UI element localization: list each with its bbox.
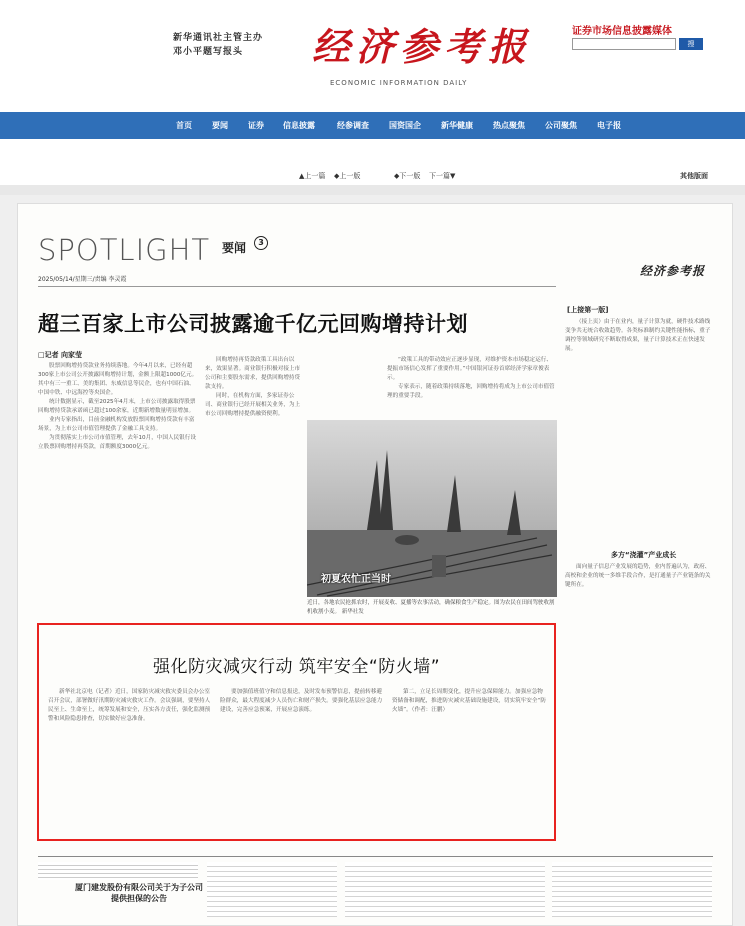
nav-item-health[interactable]: 新华健康 — [441, 121, 473, 130]
site-logo[interactable]: 经济参考报 — [312, 24, 533, 69]
box-paragraph: 要加强值班值守和信息报送，及时发布预警信息，提前转移避险群众，最大程度减少人员伤亡和财产损失。要强化基层应急能力建设，完善应急预案，开展应急演练。 — [220, 689, 383, 713]
bottom-rule — [38, 856, 713, 857]
nav-item-soe[interactable]: 国资国企 — [389, 121, 421, 130]
box-headline[interactable]: 强化防灾减灾行动 筑牢安全“防火墙” — [152, 657, 441, 677]
byline: □记者 向家莹 — [38, 351, 83, 359]
prev-page-link[interactable] — [334, 171, 360, 181]
site-header — [0, 0, 745, 112]
article-paragraph: 同时，在机构方面，多家证券公司、商业银行已经开展相关业务，为上市公司回购增持提供融资便利。 — [205, 393, 301, 417]
page-number: 3 — [254, 236, 268, 250]
article-column-1[interactable] — [38, 362, 200, 662]
article-paragraph: 业内专家指出，目前金融机构发放股票回购增持贷款有丰富场景，为上市公司市值管理提供了金融工具支持。 — [38, 417, 195, 432]
next-arrow-icon: ▼ — [450, 172, 456, 180]
prev-page-icon: ◆ — [334, 172, 340, 180]
box-column-2 — [220, 688, 384, 826]
nav-item-hotspot[interactable]: 热点聚焦 — [493, 121, 525, 130]
nav-item-disclosure[interactable]: 信息披露 — [283, 121, 315, 130]
other-versions-link[interactable]: 其他版面 — [680, 172, 708, 180]
article-column-3[interactable] — [387, 356, 557, 416]
search-input[interactable] — [572, 38, 676, 50]
table-block — [38, 862, 198, 880]
right-column-text-2[interactable] — [565, 563, 715, 859]
prev-page-label: 上一版 — [339, 172, 361, 180]
prev-article-link[interactable] — [299, 171, 325, 181]
nav-item-news[interactable]: 要闻 — [212, 121, 228, 130]
article-paragraph: 统计数据显示，截至2025年4月末，上市公司披露取得股票回购增持贷款承诺函已超过100余家，近期新增数量明显增加。 — [38, 399, 196, 414]
header-rule — [38, 286, 556, 287]
next-page-label: 下一版 — [399, 172, 421, 180]
right-paragraph: （接上页）由于在业内，量子计算为就，硬件技术路线变争共无统合收敛趋势。各类标准制约关键性能指标，重子调控等领域研究不断取得成果，量子计算技术正在快速发展。 — [565, 319, 711, 352]
site-logo-english: ECONOMIC INFORMATION DAILY — [330, 79, 468, 87]
divider-bar — [0, 185, 745, 195]
table-block — [552, 862, 712, 917]
box-paragraph: 第二，立足长周期变化，提升应急保障能力。加强应急物资储备和调配，推进防灾减灾基础设施建设，切实筑牢安全“防火墙”。（作者：汪鹏） — [392, 689, 546, 713]
next-page-icon: ◆ — [394, 172, 400, 180]
paper-logo: 经济参考报 — [640, 264, 706, 278]
date-line: 2025/05/14/星期三/责编 李灵霞 — [38, 276, 127, 283]
article-paragraph: 为贯彻落实上市公司市值管理，去年10月，中国人民银行设立股票回购增持再贷款，首期额度3000亿元。 — [38, 435, 196, 450]
prev-arrow-icon: ▲ — [299, 172, 305, 180]
article-paragraph: 股票回购增持贷款业务持续落地。今年4月以来，已经有超300家上市公司公开披露回购增持计划，金额上限超1000亿元。其中有三一重工、美的集团、东威信息等民企，也有中国石油、中国中铁、中远海控等央国企。 — [38, 363, 198, 396]
article-paragraph: “政策工具的带动效应正逐步显现，对维护资本市场稳定运行、提振市场信心发挥了重要作用。”中国银河证券首席经济学家章俊表示。 — [387, 357, 552, 381]
article-paragraph: 回购增持再贷款政策工具出台以来，效果显著。商业银行积极对接上市公司和主要股东需求，提供回购增持贷款支持。 — [205, 357, 301, 390]
next-article-link[interactable] — [429, 171, 455, 181]
article-column-2[interactable] — [205, 356, 303, 616]
next-page-link[interactable] — [394, 171, 420, 181]
section-name: 要闻 — [222, 241, 247, 255]
nav-item-securities[interactable]: 证券 — [248, 121, 264, 130]
nav-item-survey[interactable]: 经参调查 — [337, 121, 369, 130]
article-paragraph: 专家表示，随着政策持续落地，回购增持将成为上市公司市值管理的重要手段。 — [387, 384, 555, 399]
nav-item-home[interactable]: 首页 — [176, 121, 192, 130]
search-button[interactable]: 搜索 — [679, 38, 703, 50]
main-nav — [0, 112, 745, 139]
right-column-subhead: 多方“浇灌”产业成长 — [611, 551, 677, 559]
right-paragraph: 面向量子信息产业发展的趋势，业内普遍认为，政府、高校和企业的统一多维手段合作，是打通量子产业链条的关键所在。 — [565, 564, 711, 588]
spotlight-label: SPOTLIGHT — [38, 233, 211, 267]
news-photo[interactable] — [307, 420, 557, 597]
announcement-title[interactable]: 厦门建发股份有限公司关于为子公司提供担保的公告 — [75, 883, 203, 903]
next-article-label: 下一篇 — [429, 172, 450, 180]
portal-title: 证券市场信息披露媒体 — [572, 26, 672, 37]
right-column-text-1[interactable] — [565, 318, 715, 540]
slogan-line1: 新华通讯社主管主办 — [173, 33, 264, 43]
prev-article-label: 上一篇 — [304, 172, 326, 180]
table-block — [207, 862, 337, 917]
main-headline[interactable]: 超三百家上市公司披露逾千亿元回购增持计划 — [38, 311, 468, 336]
nav-item-company[interactable]: 公司聚焦 — [545, 121, 577, 130]
box-paragraph: 新华社北京电（记者）近日，国家防灾减灾救灾委员会办公室召开会议，部署做好汛期防灾减灾救灾工作。会议强调，要坚持人民至上、生命至上，统筹发展和安全，压实各方责任，强化监测预警和风险隐患排查，切实做好应急准备。 — [48, 689, 211, 722]
slogan-line2: 邓小平题写报头 — [173, 47, 244, 57]
box-column-1 — [48, 688, 212, 826]
photo-overlay-title: 初夏农忙正当时 — [321, 574, 391, 585]
right-column-head: [上接第一版] — [567, 306, 609, 314]
table-block — [345, 862, 545, 917]
photo-caption: 近日，各地农民抢抓农时，开展麦收、夏播等农事活动，确保粮食生产稳定。图为农民在田间驾驶收割机收割小麦。 新华社发 — [307, 600, 555, 615]
nav-item-epaper[interactable]: 电子报 — [597, 121, 621, 130]
box-column-3 — [392, 688, 548, 826]
